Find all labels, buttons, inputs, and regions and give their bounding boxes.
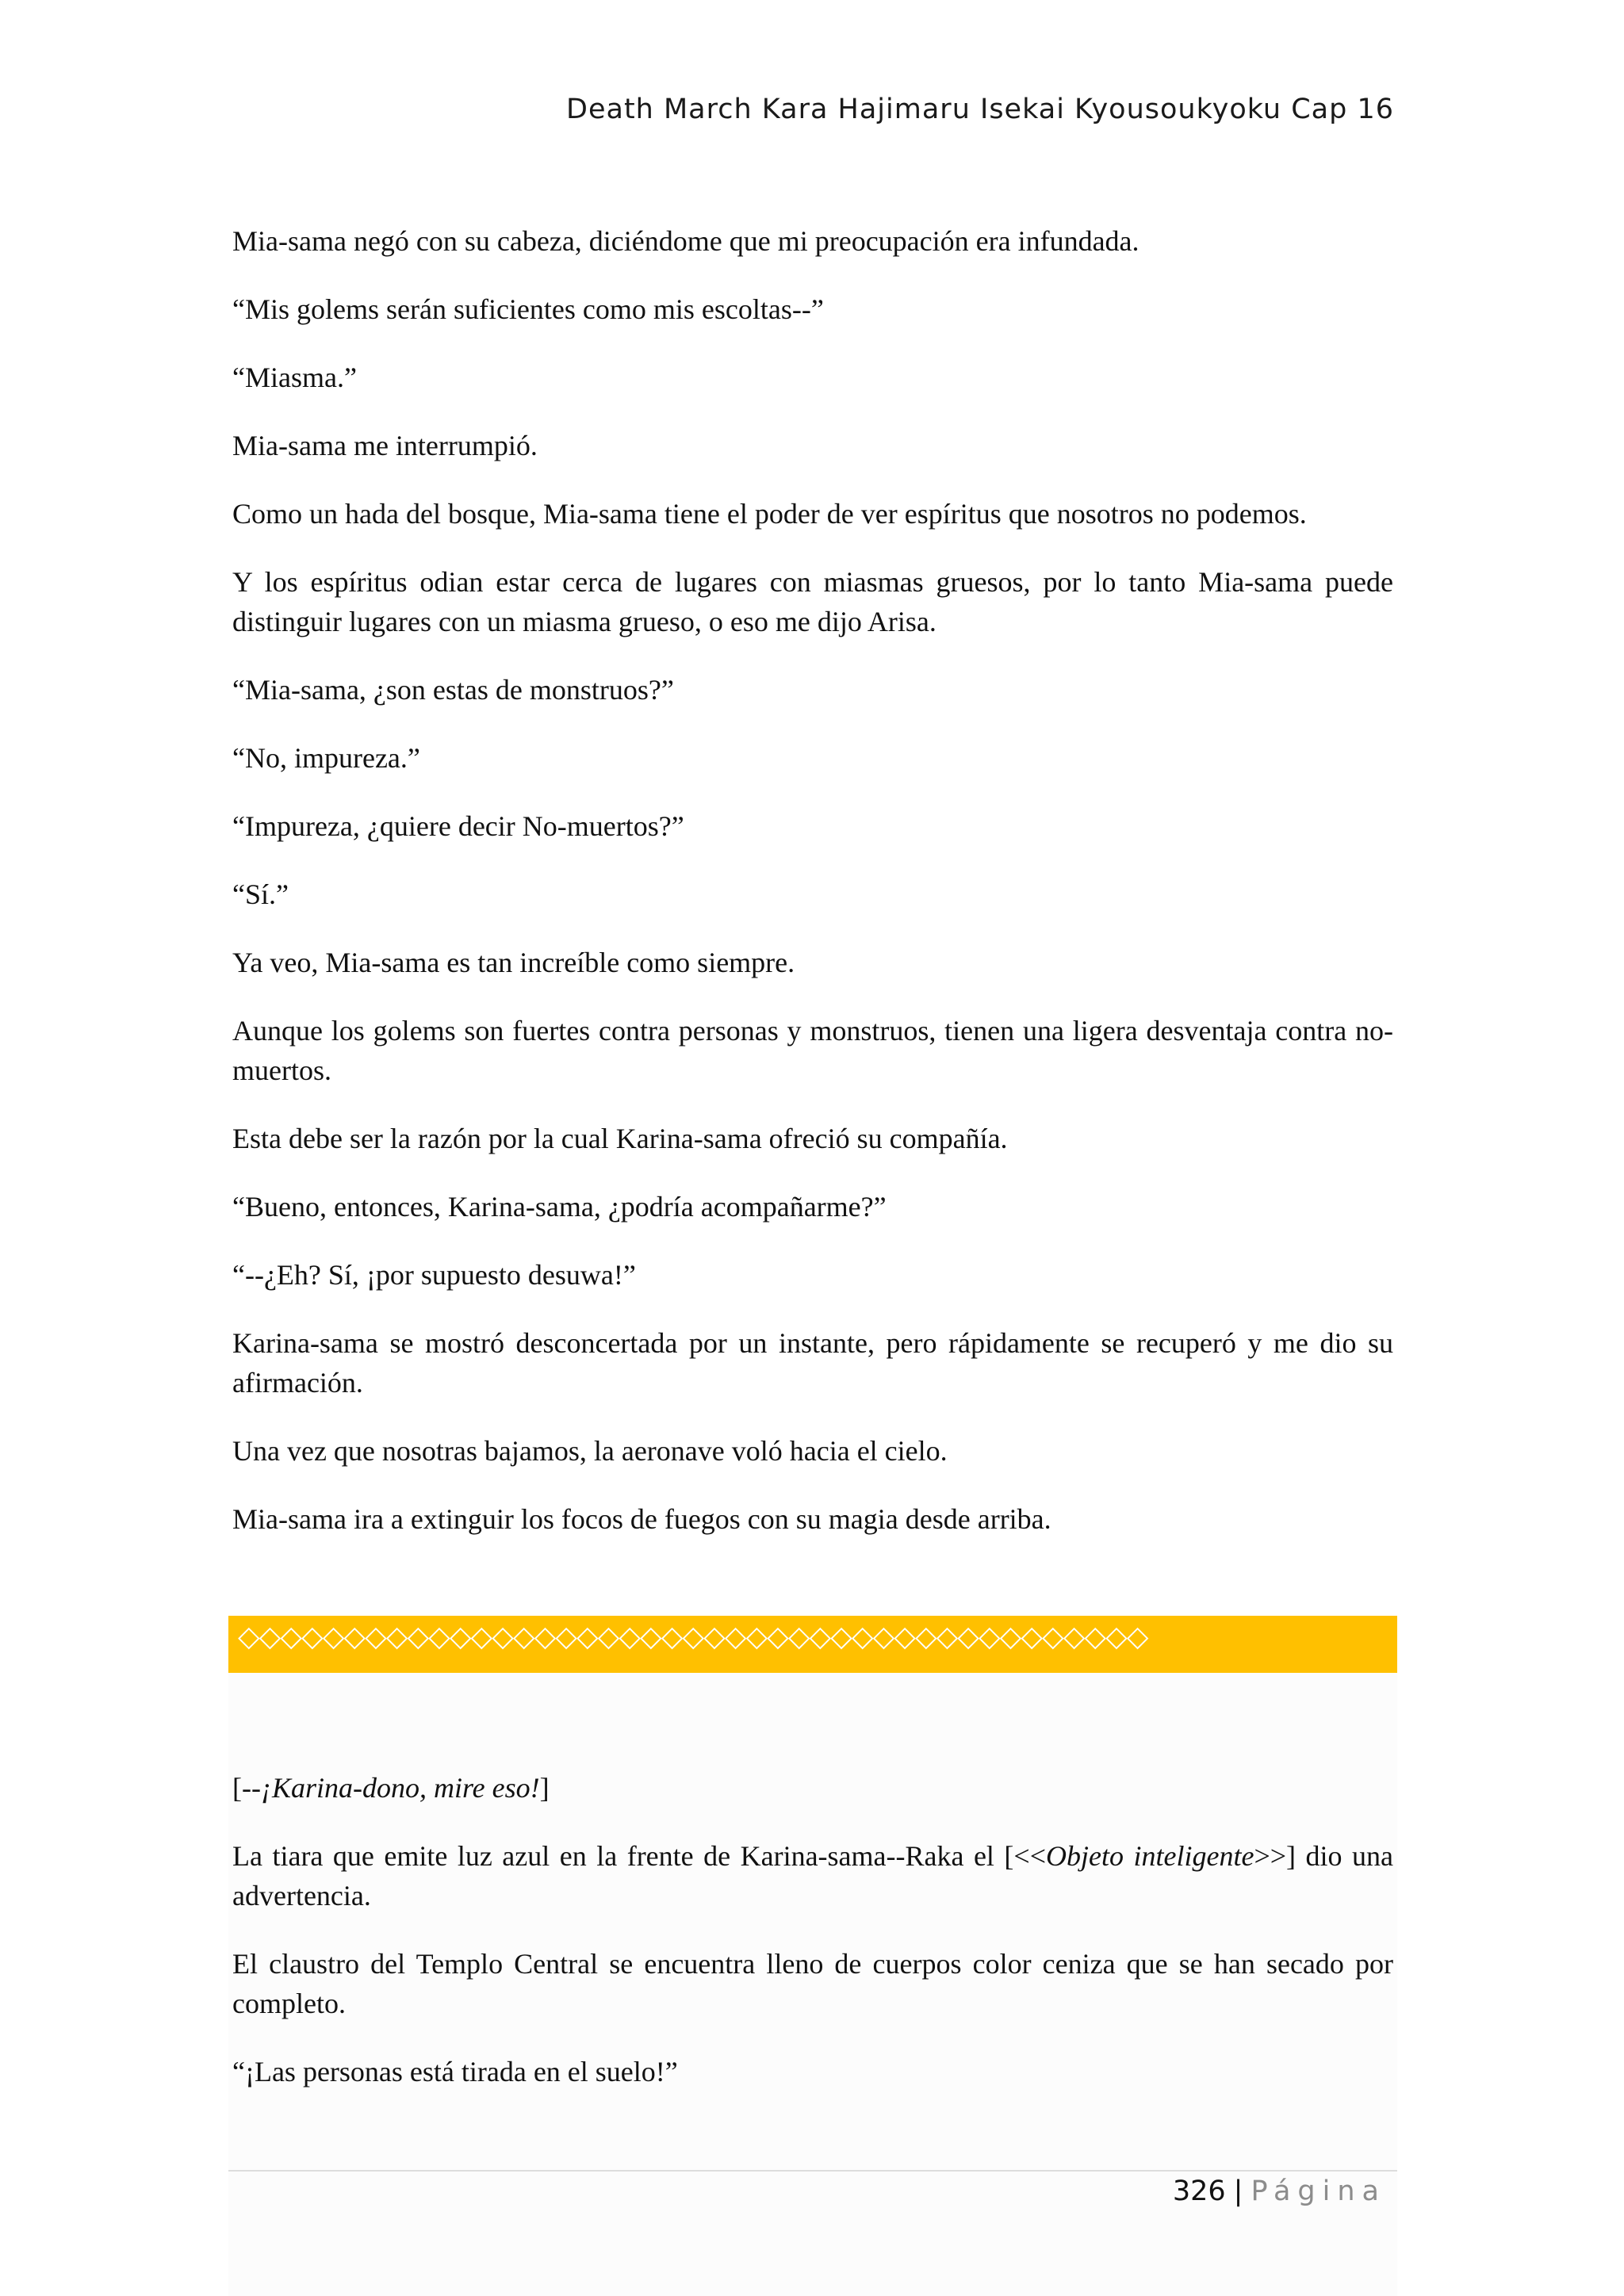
- paragraph: Y los espíritus odian estar cerca de lugares con miasmas gruesos, por lo tanto Mia-sama puede distinguir lugares con un miasma grueso, o eso me dijo Arisa.: [232, 566, 1393, 637]
- paragraph: Mia-sama ira a extinguir los focos de fuegos con su magia desde arriba.: [232, 1503, 1051, 1535]
- running-header: Death March Kara Hajimaru Isekai Kyousoukyoku Cap 16: [566, 94, 1394, 125]
- paragraph: Una vez que nosotras bajamos, la aeronave voló hacia el cielo.: [232, 1435, 948, 1467]
- page-footer: [1173, 2175, 1386, 2207]
- footer-separator: |: [1233, 2175, 1243, 2207]
- paragraph: “Impureza, ¿quiere decir No-muertos?”: [232, 810, 684, 842]
- paragraph: Aunque los golems son fuertes contra personas y monstruos, tienen una ligera desventaja contra no-muertos.: [232, 1015, 1393, 1086]
- footer-divider: [228, 2170, 1397, 2172]
- paragraph: [232, 1836, 1393, 1915]
- paragraph: “Mis golems serán suficientes como mis escoltas--”: [232, 293, 824, 325]
- scene-divider-banner: ◇◇◇◇◇◇◇◇◇◇◇◇◇◇◇◇◇◇◇◇◇◇◇◇◇◇◇◇◇◇◇◇◇◇◇◇◇◇◇◇◇◇◇: [228, 1616, 1397, 1673]
- text-section-2: [232, 1768, 1393, 2120]
- paragraph: Esta debe ser la razón por la cual Karina-sama ofreció su compañía.: [232, 1123, 1008, 1154]
- paragraph: Mia-sama negó con su cabeza, diciéndome que mi preocupación era infundada.: [232, 225, 1139, 257]
- paragraph: Mia-sama me interrumpió.: [232, 430, 538, 461]
- paragraph: “--¿Eh? Sí, ¡por supuesto desuwa!”: [232, 1259, 636, 1291]
- text-section-1: [232, 221, 1393, 1567]
- paragraph-warning: [232, 1768, 1393, 1808]
- text-run: [--: [232, 1772, 261, 1804]
- paragraph: “¡Las personas está tirada en el suelo!”: [232, 2056, 678, 2087]
- paragraph: Como un hada del bosque, Mia-sama tiene el poder de ver espíritus que nosotros no podemos.: [232, 498, 1307, 530]
- paragraph: Ya veo, Mia-sama es tan increíble como siempre.: [232, 947, 795, 978]
- text-run: >>] dio una advertencia.: [232, 1840, 1393, 1911]
- paragraph: “Sí.”: [232, 878, 289, 910]
- paragraph: “Bueno, entonces, Karina-sama, ¿podría acompañarme?”: [232, 1191, 887, 1223]
- paragraph: “Miasma.”: [232, 362, 357, 393]
- page-label: Página: [1251, 2175, 1386, 2207]
- text-run: La tiara que emite luz azul en la frente de Karina-sama--Raka el [<<: [232, 1840, 1047, 1872]
- paragraph: El claustro del Templo Central se encuentra lleno de cuerpos color ceniza que se han secado por completo.: [232, 1948, 1393, 2019]
- text-run: ]: [539, 1772, 550, 1804]
- paragraph: “Mia-sama, ¿son estas de monstruos?”: [232, 674, 674, 706]
- italic-text: ¡Karina-dono, mire eso!: [260, 1772, 540, 1804]
- page-number: 326: [1172, 2175, 1226, 2207]
- italic-text: Objeto inteligente: [1046, 1840, 1254, 1872]
- paragraph: Karina-sama se mostró desconcertada por un instante, pero rápidamente se recuperó y me dio su afirmación.: [232, 1327, 1393, 1399]
- paragraph: “No, impureza.”: [232, 742, 420, 774]
